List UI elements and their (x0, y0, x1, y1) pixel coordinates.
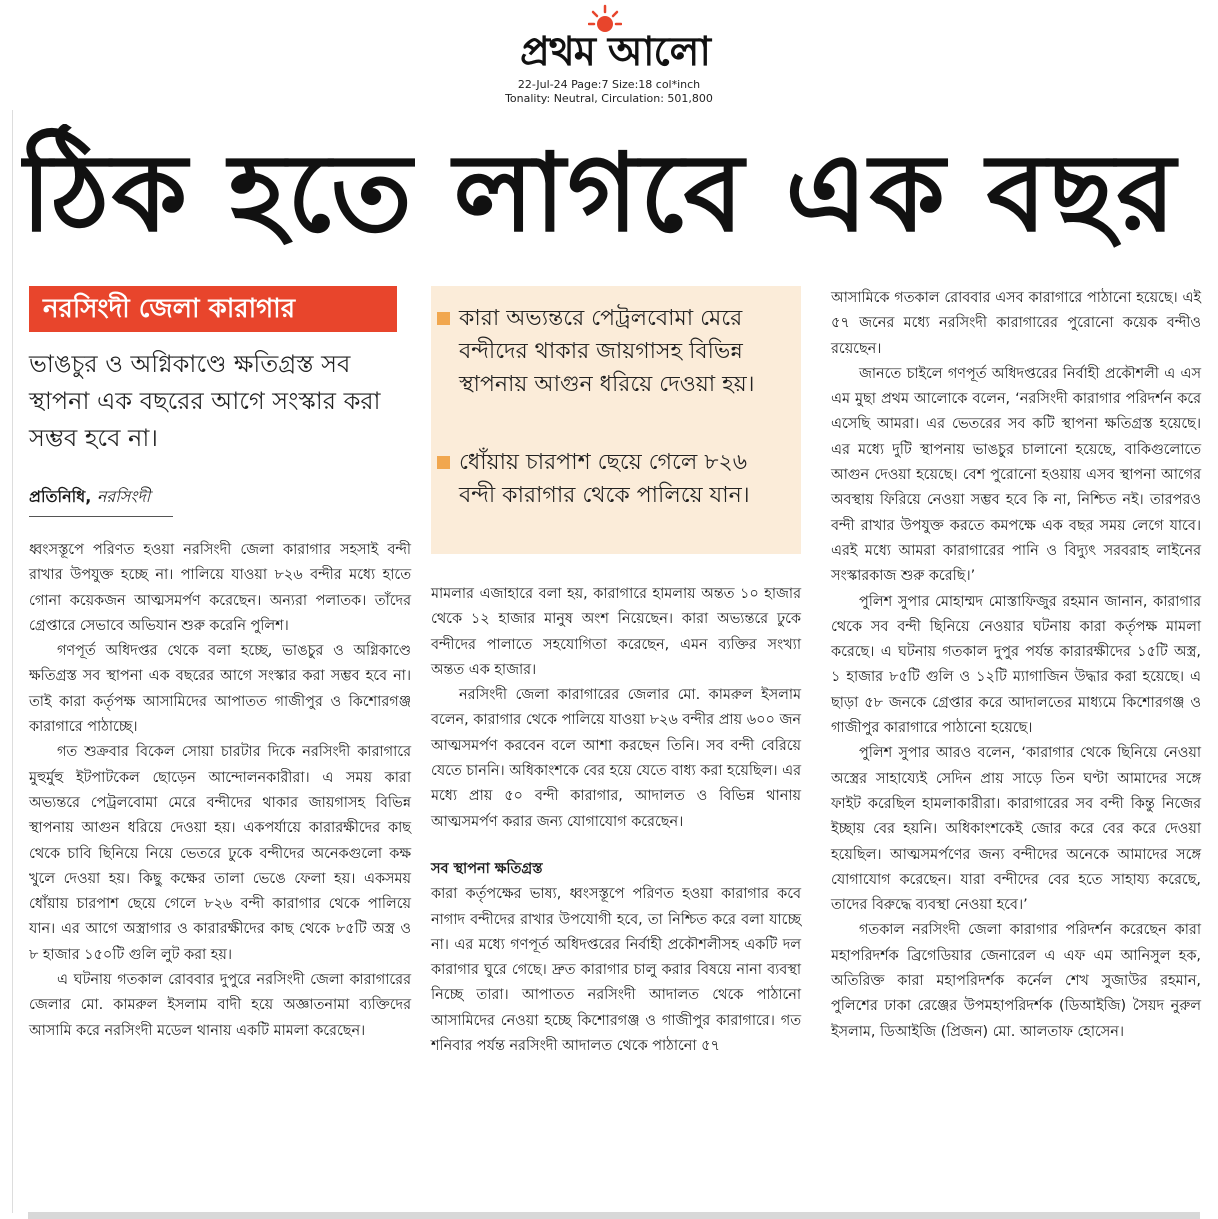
article-column-3 (831, 286, 1201, 1045)
clipping-meta-line2: Tonality: Neutral, Circulation: 501,800 (505, 92, 713, 105)
paragraph: পুলিশ সুপার মোহাম্মদ মোস্তাফিজুর রহমান জানান, কারাগার থেকে সব বন্দী ছিনিয়ে নেওয়ার ঘটনায় কারা কর্তৃপক্ষ মামলা করেছে। এ ঘটনায় গতকাল দুপুর পর্যন্ত কারারক্ষীদের ১৫টি অস্ত্র, ১ হাজার ৮৫টি গুলি ও ১২টি ম্যাগাজিন উদ্ধার করা হয়েছে। এ ছাড়া ৫৮ জনকে গ্রেপ্তার করে আদালতের মাধ্যমে কিশোরগঞ্জ ও গাজীপুর কারাগারে পাঠানো হয়েছে। (831, 593, 1201, 737)
pullquote-item (459, 446, 789, 512)
paragraph: গত শুক্রবার বিকেল সোয়া চারটার দিকে নরসিংদী কারাগারে মুহুর্মুহু ইটপাটকেল ছোড়েন আন্দোলনকারীরা। এ সময় কারা অভ্যন্তরে পেট্রলবোমা মেরে বন্দীদের থাকার জায়গাসহ বিভিন্ন স্থাপনায় আগুন ধরিয়ে দেওয়া হয়। একপর্যায়ে কারারক্ষীদের কাছ থেকে চাবি ছিনিয়ে নিয়ে ভেতরে ঢুকে বন্দীদের অনেকগুলো কক্ষ খুলে দেওয়া হয়। কিছু কক্ষের তালা ভেঙে ফেলা হয়। একসময় ধোঁয়ায় চারপাশ ছেয়ে গেলে ৮২৬ বন্দী কারাগার থেকে পালিয়ে যান। এর আগে অস্ত্রাগার ও কারারক্ষীদের কাছ থেকে ৮৫টি অস্ত্র ও ৮ হাজার ১৫০টি গুলি লুট করা হয়। (29, 744, 411, 963)
paragraph: আসামিকে গতকাল রোববার এসব কারাগারে পাঠানো হয়েছে। এই ৫৭ জনের মধ্যে নরসিংদী কারাগারের পুরোনো কয়েক বন্দীও রয়েছেন। (831, 290, 1201, 357)
byline-name: প্রতিনিধি (29, 487, 86, 506)
headline: ঠিক হতে লাগবে এক বছর (21, 131, 1178, 256)
article-column-2 (431, 582, 801, 1059)
byline: প্রতিনিধি, নরসিংদী (29, 487, 151, 506)
logo-wordmark: প্রথম আলো (519, 28, 711, 75)
masthead (0, 0, 1218, 108)
news-clipping (12, 110, 1207, 1213)
subheading: সব স্থাপনা ক্ষতিগ্রস্ত (431, 860, 543, 877)
paragraph: গতকাল নরসিংদী জেলা কারাগার পরিদর্শন করেছেন কারা মহাপরিদর্শক ব্রিগেডিয়ার জেনারেল এ এফ এম আনিসুল হক, অতিরিক্ত কারা মহাপরিদর্শক কর্নেল শেখ সুজাউর রহমান, পুলিশের ঢাকা রেঞ্জের উপমহাপরিদর্শক (ডিআইজি) সৈয়দ নুরুল ইসলাম, ডিআইজি (প্রিজন) মো. আলতাফ হোসেন। (831, 922, 1201, 1040)
byline-place: নরসিংদী (96, 487, 151, 506)
summary-deck: ভাঙচুর ও অগ্নিকাণ্ডে ক্ষতিগ্রস্ত সব স্থাপনা এক বছরের আগে সংস্কার করা সম্ভব হবে না। (29, 350, 381, 452)
article-column-1 (29, 538, 411, 1044)
pullquote-text: কারা অভ্যন্তরে পেট্রলবোমা মেরে বন্দীদের থাকার জায়গাসহ বিভিন্ন স্থাপনায় আগুন ধরিয়ে দেওয়া হয়। (459, 306, 755, 397)
paragraph: এ ঘটনায় গতকাল রোববার দুপুরে নরসিংদী জেলা কারাগারের জেলার মো. কামরুল ইসলাম বাদী হয়ে অজ্ঞাতনামা ব্যক্তিদের আসামি করে নরসিংদী মডেল থানায় একটি মামলা করেছেন। (29, 972, 411, 1039)
byline-divider (29, 516, 173, 517)
paragraph: মামলার এজাহারে বলা হয়, কারাগারে হামলায় অন্তত ১০ হাজার থেকে ১২ হাজার মানুষ অংশ নিয়েছেন। কারা অভ্যন্তরে ঢুকে বন্দীদের পালাতে সহযোগিতা করেছেন, এমন ব্যক্তির সংখ্যা অন্তত এক হাজার। (431, 586, 801, 678)
paragraph: গণপূর্ত অধিদপ্তর থেকে বলা হচ্ছে, ভাঙচুর ও অগ্নিকাণ্ডে ক্ষতিগ্রস্ত সব স্থাপনা এক বছরের আগে সংস্কার করা সম্ভব হবে না। তাই কারা কর্তৃপক্ষ আসামিদের আপাতত গাজীপুর ও কিশোরগঞ্জ কারাগারে পাঠাচ্ছে। (29, 643, 411, 736)
square-bullet-icon (437, 456, 450, 469)
pullquote-text: ধোঁয়ায় চারপাশ ছেয়ে গেলে ৮২৬ বন্দী কারাগার থেকে পালিয়ে যান। (459, 450, 750, 508)
prothom-alo-logo (470, 4, 760, 76)
paragraph: ধ্বংসস্তূপে পরিণত হওয়া নরসিংদী জেলা কারাগার সহসাই বন্দী রাখার উপযুক্ত হচ্ছে না। পালিয়ে যাওয়া ৮২৬ বন্দীর মধ্যে হাতে গোনা কয়েকজন আত্মসমর্পণ করেছেন। অন্যরা পলাতক। তাঁদের গ্রেপ্তারে সেভাবে অভিযান শুরু করেনি পুলিশ। (29, 542, 411, 634)
clipping-meta-line1: 22-Jul-24 Page:7 Size:18 col*inch (517, 78, 701, 91)
paragraph: কারা কর্তৃপক্ষের ভাষ্য, ধ্বংসস্তূপে পরিণত হওয়া কারাগার কবে নাগাদ বন্দীদের রাখার উপযোগী হবে, তা নিশ্চিত করে বলা যাচ্ছে না। এর মধ্যে গণপূর্ত অধিদপ্তরের নির্বাহী প্রকৌশলীসহ একটি দল কারাগার ঘুরে গেছে। দ্রুত কারাগার চালু করার বিষয়ে নানা ব্যবস্থা নিচ্ছে তারা। আপাতত নরসিংদী আদালত থেকে পাঠানো আসামিদের নেওয়া হচ্ছে কিশোরগঞ্জ ও গাজীপুর কারাগারে। গত শনিবার পর্যন্ত নরসিংদী আদালত থেকে পাঠানো ৫৭ (431, 886, 801, 1055)
square-bullet-icon (437, 312, 450, 325)
paragraph: নরসিংদী জেলা কারাগারের জেলার মো. কামরুল ইসলাম বলেন, কারাগার থেকে পালিয়ে যাওয়া ৮২৬ বন্দীর প্রায় ৬০০ জন আত্মসমর্পণ করবেন বলে আশা করছেন তিনি। সব বন্দী বেরিয়ে যেতে চাননি। অধিকাংশকে বের হয়ে যেতে বাধ্য করা হয়েছিল। এর মধ্যে প্রায় ৫০ বন্দী কারাগার, আদালত ও বিভিন্ন থানায় আত্মসমর্পণ করার জন্য যোগাযোগ করেছেন। (431, 687, 801, 830)
clipping-bottom-edge (28, 1212, 1200, 1219)
kicker-label: নরসিংদী জেলা কারাগার (29, 286, 397, 332)
pullquote-item (459, 302, 789, 401)
paragraph: জানতে চাইলে গণপূর্ত অধিদপ্তরের নির্বাহী প্রকৌশলী এ এস এম মুছা প্রথম আলোকে বলেন, ‘নরসিংদী কারাগার পরিদর্শন করে এসেছি আমরা। এর ভেতরের সব কটি স্থাপনা ক্ষতিগ্রস্ত হয়েছে। এর মধ্যে দুটি স্থাপনায় ভাঙচুর চালানো হয়েছে, বাকিগুলোতে আগুন দেওয়া হয়েছে। বেশ পুরোনো হওয়ায় এসব স্থাপনা আগের অবস্থায় ফিরিয়ে নেওয়া সম্ভব হবে কি না, নিশ্চিত নই। তারপরও বন্দী রাখার উপযুক্ত করতে কমপক্ষে এক বছর সময় লেগে যাবে। এরই মধ্যে আমরা কারাগারের পানি ও বিদ্যুৎ সরবরাহ লাইনের সংস্কারকাজ শুরু করেছি।’ (831, 365, 1201, 585)
pullquote-box (431, 286, 801, 554)
paragraph: পুলিশ সুপার আরও বলেন, ‘কারাগার থেকে ছিনিয়ে নেওয়া অস্ত্রের সাহায্যেই সেদিন প্রায় সাড়ে তিন ঘণ্টা আমাদের সঙ্গে ফাইট করেছিল হামলাকারীরা। কারাগারের সব বন্দী কিন্তু নিজের ইচ্ছায় বের হয়নি। অধিকাংশকেই জোর করে বের করে দেওয়া হয়েছিল। আত্মসমর্পণের জন্য বন্দীদের অনেকে আমাদের সঙ্গে যোগাযোগ করেছেন। যারা বন্দীদের বের হতে সাহায্য করেছে, তাদের বিরুদ্ধে ব্যবস্থা নেওয়া হবে।’ (831, 745, 1201, 914)
